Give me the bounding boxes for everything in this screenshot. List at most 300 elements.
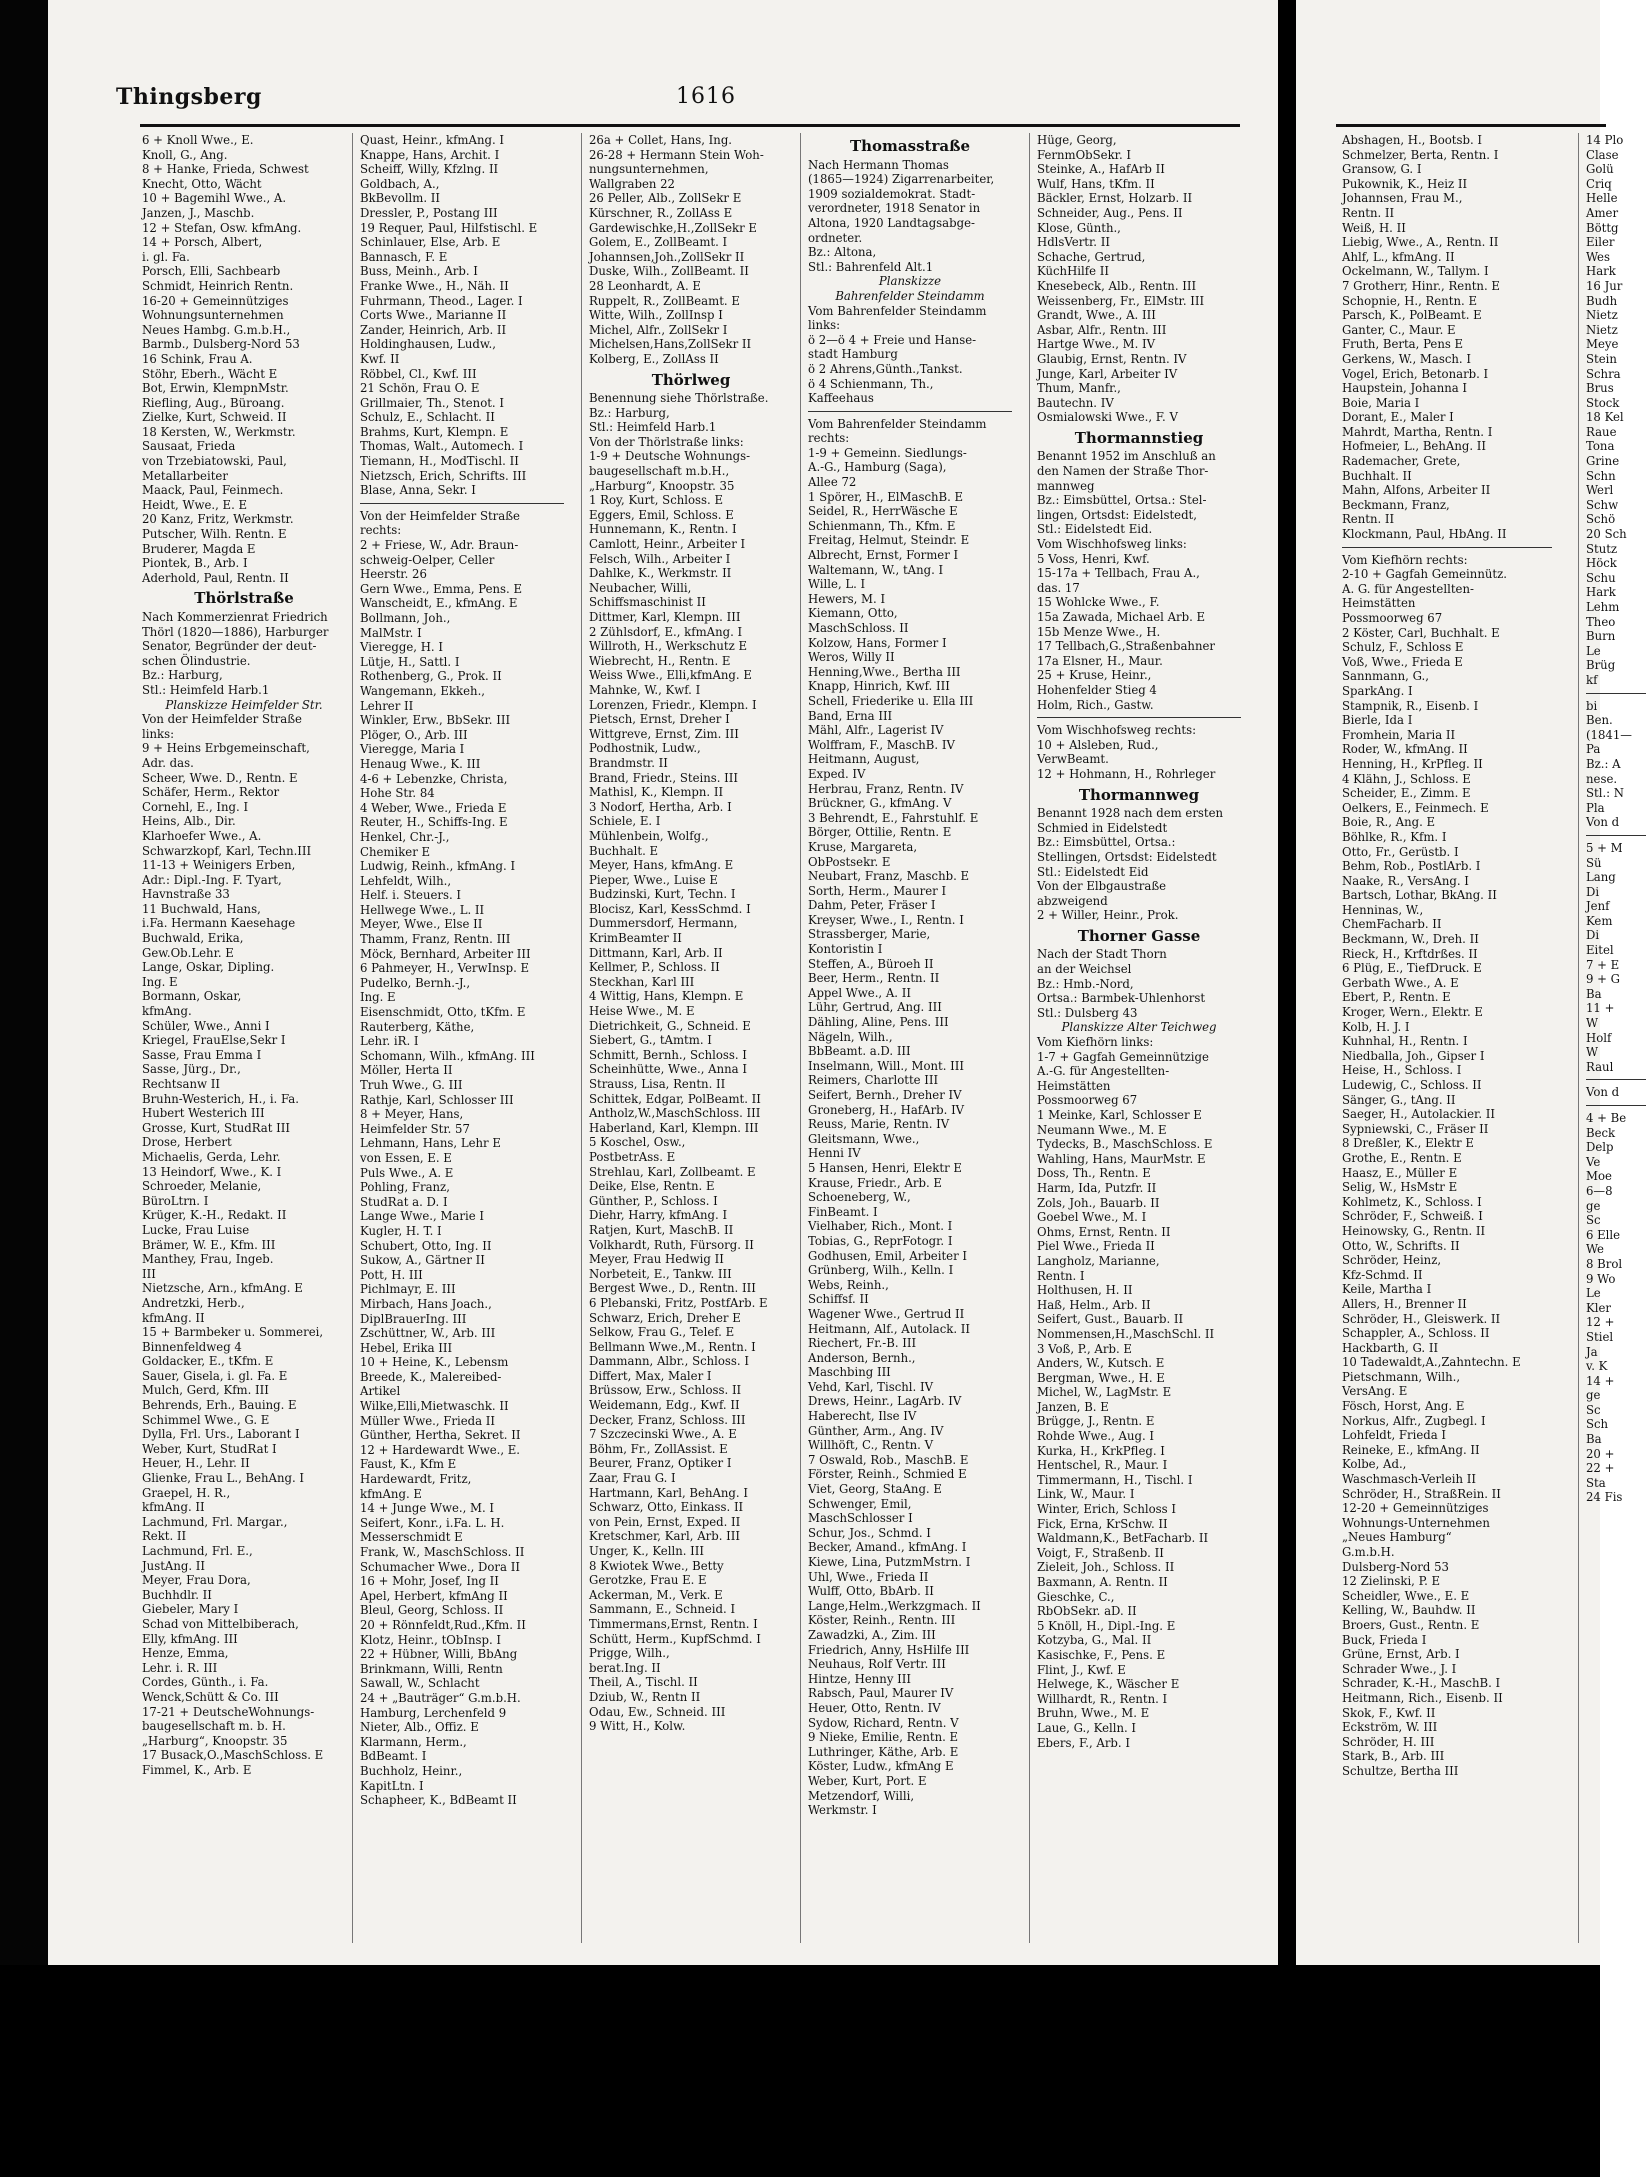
- directory-entry: Sänger, G., tAng. II: [1342, 1092, 1456, 1107]
- directory-entry: ChemFacharb. II: [1342, 917, 1442, 932]
- directory-entry: Puls Wwe., A. E: [360, 1165, 454, 1180]
- directory-entry: Uhl, Wwe., Frieda II: [808, 1569, 929, 1584]
- section-divider: [808, 411, 1012, 412]
- directory-entry: 10 Tadewaldt,A.,Zahntechn. E: [1342, 1355, 1521, 1370]
- directory-entry: Vom Kiefhörn links:: [1037, 1035, 1154, 1050]
- directory-entry: Bannasch, F. E: [360, 249, 448, 264]
- directory-entry: Winter, Erich, Schloss I: [1037, 1502, 1176, 1517]
- directory-entry: Beurer, Franz, Optiker I: [589, 1456, 732, 1471]
- directory-entry: Kfz-Schmd. II: [1342, 1267, 1423, 1282]
- directory-entry: Pukownik, K., Heiz II: [1342, 176, 1468, 191]
- directory-entry: Waldmann,K., BetFacharb. II: [1037, 1531, 1209, 1546]
- directory-entry: Knesebeck, Alb., Rentn. III: [1037, 278, 1197, 293]
- directory-entry: Meyer, Frau Hedwig II: [589, 1252, 724, 1267]
- directory-entry: Ortsa.: Barmbek-Uhlenhorst: [1037, 991, 1206, 1006]
- directory-entry: 12 Zielinski, P. E: [1342, 1574, 1441, 1589]
- directory-entry: Wanscheidt, E., kfmAng. E: [360, 596, 518, 611]
- directory-entry: Knapp, Hinrich, Kwf. III: [808, 679, 950, 694]
- directory-entry: Wolffram, F., MaschB. IV: [808, 737, 955, 752]
- directory-entry: Willhöft, C., Rentn. V: [808, 1438, 934, 1453]
- directory-entry: rechts:: [360, 523, 402, 538]
- directory-entry: Wohnungs-Unternehmen: [1342, 1515, 1490, 1530]
- directory-entry: Altona, 1920 Landtagsabge-: [808, 215, 975, 230]
- right-header-rule: [1336, 124, 1606, 127]
- directory-entry: Ockelmann, W., Tallym. I: [1342, 264, 1489, 279]
- directory-entry: 4 + Be: [1586, 1111, 1627, 1125]
- directory-entry: W: [1586, 1045, 1599, 1060]
- directory-entry: Heitmann, August,: [808, 752, 920, 767]
- directory-entry: Nach Hermann Thomas: [808, 157, 949, 172]
- directory-entry: nese.: [1586, 771, 1618, 786]
- directory-entry: Schiele, E. I: [589, 814, 661, 829]
- directory-entry: 18 Kel: [1586, 410, 1624, 425]
- directory-entry: Lohfeldt, Frieda I: [1342, 1428, 1447, 1443]
- directory-entry: Friedrich, Anny, HsHilfe III: [808, 1642, 970, 1657]
- directory-entry: 25 + Kruse, Heinr.,: [1037, 668, 1152, 683]
- directory-entry: Helwege, K., Wäscher E: [1037, 1677, 1180, 1692]
- directory-entry: BdBeamt. I: [360, 1749, 427, 1764]
- directory-entry: Klose, Günth.,: [1037, 220, 1121, 235]
- directory-entry: 17 Tellbach,G.,Straßenbahner: [1037, 639, 1215, 654]
- directory-entry: Ludewig, C., Schloss. II: [1342, 1078, 1482, 1092]
- directory-entry: Bollmann, Joh.,: [360, 611, 451, 625]
- directory-entry: stadt Hamburg: [808, 347, 898, 362]
- directory-entry: Michel, Alfr., ZollSekr I: [589, 322, 728, 337]
- directory-entry: RbObSekr. aD. II: [1037, 1604, 1137, 1619]
- directory-entry: 26a + Collet, Hans, Ing.: [589, 133, 733, 147]
- directory-entry: Ebers, F., Arb. I: [1037, 1735, 1130, 1750]
- directory-entry: Wohnungsunternehmen: [142, 308, 284, 323]
- directory-entry: 2-10 + Gagfah Gemeinnütz.: [1342, 567, 1507, 582]
- directory-entry: Flint, J., Kwf. E: [1037, 1662, 1126, 1677]
- column-divider: [800, 133, 801, 1943]
- directory-entry: Maschbing III: [808, 1365, 891, 1380]
- directory-entry: Ve: [1586, 1154, 1601, 1169]
- directory-entry: Felsch, Wilh., Arbeiter I: [589, 551, 731, 566]
- directory-entry: Wallgraben 22: [589, 176, 675, 191]
- directory-entry: Pa: [1586, 742, 1601, 757]
- directory-entry: kfmAng. E: [360, 1486, 422, 1501]
- directory-entry: Schrader, K.-H., MaschB. I: [1342, 1676, 1501, 1691]
- directory-entry: Hebel, Erika III: [360, 1340, 453, 1355]
- directory-entry: Zaar, Frau G. I: [589, 1471, 676, 1486]
- directory-entry: 8 + Hanke, Frieda, Schwest: [142, 162, 309, 177]
- directory-entry: Hackbarth, G. II: [1342, 1340, 1439, 1355]
- directory-entry: Bellmann Wwe.,M., Rentn. I: [589, 1339, 756, 1354]
- directory-entry: Schittek, Edgar, PolBeamt. II: [589, 1091, 761, 1106]
- directory-entry: 8 + Meyer, Hans,: [360, 1107, 464, 1122]
- directory-column-6: [1342, 133, 1552, 1779]
- directory-entry: Eisenschmidt, Otto, tKfm. E: [360, 1005, 526, 1020]
- directory-entry: Günther, Hertha, Sekret. II: [360, 1428, 521, 1443]
- directory-entry: Boie, R., Ang. E: [1342, 815, 1436, 830]
- directory-entry: Pott, H. III: [360, 1267, 423, 1282]
- directory-entry: (1865—1924) Zigarrenarbeiter,: [808, 172, 995, 187]
- directory-entry: Bz.: Hmb.-Nord,: [1037, 976, 1134, 991]
- directory-entry: Gerkens, W., Masch. I: [1342, 351, 1471, 366]
- directory-entry: 5 Hansen, Henri, Elektr E: [808, 1160, 962, 1175]
- directory-entry: 15a Zawada, Michael Arb. E: [1037, 610, 1206, 624]
- directory-entry: Sasse, Frau Emma I: [142, 1047, 262, 1062]
- directory-entry: Ratjen, Kurt, MaschB. II: [589, 1222, 734, 1237]
- street-map-reference: Planskizze Alter Teichweg: [1061, 1020, 1217, 1035]
- directory-entry: Scheinhütte, Wwe., Anna I: [589, 1062, 747, 1077]
- directory-entry: Schw: [1586, 497, 1619, 512]
- directory-entry: Weissenberg, Fr., ElMstr. III: [1037, 293, 1205, 308]
- directory-entry: Schumacher Wwe., Dora II: [360, 1559, 520, 1574]
- directory-entry: BbBeamt. a.D. III: [808, 1044, 911, 1059]
- directory-entry: 10 + Heine, K., Lebensm: [360, 1355, 509, 1370]
- directory-entry: Michelsen,Hans,ZollSekr II: [589, 337, 752, 352]
- directory-entry: Odau, Ew., Schneid. III: [589, 1704, 726, 1719]
- directory-entry: Nach Kommerzienrat Friedrich: [142, 610, 328, 624]
- directory-entry: 5 + M: [1586, 840, 1623, 855]
- directory-entry: Schmitt, Bernh., Schloss. I: [589, 1047, 747, 1062]
- directory-entry: rechts:: [808, 431, 850, 446]
- directory-entry: 6—8: [1586, 1183, 1613, 1198]
- directory-entry: Volkhardt, Ruth, Fürsorg. II: [589, 1237, 754, 1252]
- directory-entry: Goldbach, A.,: [360, 176, 440, 191]
- street-heading: Thorner Gasse: [1077, 926, 1201, 945]
- directory-entry: Kretschmer, Karl, Arb. III: [589, 1529, 740, 1544]
- directory-entry: Michel, W., LagMstr. E: [1037, 1385, 1172, 1400]
- directory-entry: Delp: [1586, 1140, 1614, 1155]
- directory-entry: Meyer, Wwe., Else II: [360, 917, 483, 932]
- directory-entry: ObPostsekr. E: [808, 854, 891, 869]
- directory-entry: Golem, E., ZollBeamt. I: [589, 235, 728, 250]
- directory-entry: Moe: [1586, 1169, 1612, 1184]
- directory-entry: DiplBrauerIng. III: [360, 1311, 467, 1326]
- directory-entry: We: [1586, 1242, 1604, 1257]
- directory-entry: Schrader Wwe., J. I: [1342, 1661, 1457, 1676]
- directory-entry: Adr. das.: [142, 755, 194, 770]
- directory-entry: Criq: [1586, 176, 1612, 191]
- directory-entry: Ing. E: [142, 974, 178, 989]
- directory-entry: Gieschke, C.,: [1037, 1589, 1115, 1604]
- running-header-street: Thingsberg: [116, 84, 262, 110]
- directory-entry: 12 + Hardewardt Wwe., E.: [360, 1442, 521, 1457]
- directory-entry: baugesellschaft m. b. H.: [142, 1719, 286, 1734]
- directory-entry: Möck, Bernhard, Arbeiter III: [360, 946, 531, 961]
- directory-entry: Henze, Emma,: [142, 1646, 229, 1661]
- directory-entry: Kiemann, Otto,: [808, 606, 898, 621]
- directory-entry: Klarhoefer Wwe., A.: [142, 828, 262, 843]
- directory-entry: Tobias, G., ReprFotogr. I: [808, 1233, 953, 1248]
- directory-entry: Glaubig, Ernst, Rentn. IV: [1037, 351, 1187, 366]
- directory-entry: Schell, Friederike u. Ella III: [808, 693, 974, 708]
- directory-entry: Winkler, Erw., BbSekr. III: [360, 713, 511, 728]
- directory-entry: Camlott, Heinr., Arbeiter I: [589, 537, 746, 552]
- directory-entry: Sammann, E., Schneid. I: [589, 1602, 736, 1617]
- directory-entry: Breede, K., Malereibed-: [360, 1369, 502, 1384]
- directory-entry: Putscher, Wilh. Rentn. E: [142, 527, 287, 542]
- directory-entry: Sch: [1586, 1417, 1609, 1432]
- directory-entry: Bz.: Eimsbüttel, Ortsa.:: [1037, 835, 1176, 850]
- directory-entry: Voigt, F., Straßenb. II: [1037, 1545, 1164, 1560]
- directory-entry: Röbbel, Cl., Kwf. III: [360, 366, 477, 381]
- directory-entry: FinBeamt. I: [808, 1204, 878, 1219]
- directory-entry: Bäckler, Ernst, Holzarb. II: [1037, 191, 1193, 206]
- directory-entry: Lucke, Frau Luise: [142, 1222, 250, 1237]
- directory-entry: links:: [808, 318, 841, 333]
- directory-entry: FernmObSekr. I: [1037, 147, 1132, 162]
- directory-entry: Bruhn-Westerich, H., i. Fa.: [142, 1091, 299, 1106]
- directory-entry: Rentn. I: [1037, 1268, 1085, 1283]
- directory-entry: Liebig, Wwe., A., Rentn. II: [1342, 235, 1499, 250]
- directory-entry: KüchHilfe II: [1037, 264, 1109, 279]
- directory-entry: Von d: [1586, 1085, 1620, 1100]
- directory-entry: Ba: [1586, 986, 1602, 1001]
- directory-entry: Ludwig, Reinh., kfmAng. I: [360, 859, 516, 874]
- directory-entry: Steffen, A., Büroeh II: [808, 956, 934, 971]
- directory-entry: Stl.: N: [1586, 786, 1625, 801]
- directory-entry: Heise, H., Schloss. I: [1342, 1063, 1462, 1078]
- directory-entry: 26 Peller, Alb., ZollSekr E: [589, 191, 742, 206]
- directory-entry: Siebert, G., tAmtm. I: [589, 1033, 712, 1048]
- directory-entry: 15 + Barmbeker u. Sommerei,: [142, 1325, 324, 1340]
- directory-entry: Kaffeehaus: [808, 391, 874, 406]
- directory-entry: Dummersdorf, Hermann,: [589, 916, 738, 931]
- directory-entry: 2 Zühlsdorf, E., kfmAng. I: [589, 624, 743, 639]
- directory-entry: Kuhnhal, H., Rentn. I: [1342, 1034, 1468, 1049]
- section-divider: [1586, 1105, 1646, 1106]
- directory-entry: Schubert, Otto, Ing. II: [360, 1238, 492, 1253]
- directory-entry: Rieck, H., Krftdrßes. II: [1342, 946, 1478, 961]
- directory-entry: berat.Ing. II: [589, 1660, 661, 1675]
- directory-entry: Viet, Georg, StaAng. E: [808, 1482, 942, 1497]
- directory-entry: Timmermann, H., Tischl. I: [1037, 1472, 1193, 1487]
- directory-entry: Nieter, Alb., Offiz. E: [360, 1720, 479, 1735]
- directory-entry: kfmAng.: [142, 1004, 192, 1019]
- directory-entry: 19 Requer, Paul, Hilfstischl. E: [360, 220, 538, 235]
- directory-entry: Bartsch, Lothar, BkAng. II: [1342, 888, 1497, 903]
- directory-entry: Scheer, Wwe. D., Rentn. E: [142, 770, 298, 785]
- directory-entry: 10 + Bagemihl Wwe., A.: [142, 191, 287, 206]
- directory-entry: Schimmel Wwe., G. E: [142, 1412, 270, 1427]
- directory-entry: Seifert, Konr., i.Fa. L. H.: [360, 1515, 505, 1530]
- directory-entry: Riechert, Fr.-B. III: [808, 1336, 917, 1351]
- directory-entry: Helle: [1586, 191, 1618, 206]
- directory-entry: 17a Elsner, H., Maur.: [1037, 653, 1163, 668]
- directory-entry: Adr.: Dipl.-Ing. F. Tyart,: [142, 872, 282, 887]
- directory-entry: Neubart, Franz, Maschb. E: [808, 869, 970, 884]
- directory-entry: Otto, Fr., Gerüstb. I: [1342, 844, 1459, 859]
- directory-entry: Schu: [1586, 570, 1616, 585]
- directory-entry: 7 Oswald, Rob., MaschB. E: [808, 1452, 969, 1467]
- directory-entry: VersAng. E: [1342, 1384, 1408, 1399]
- directory-entry: Hunnemann, K., Rentn. I: [589, 522, 737, 537]
- directory-entry: Mirbach, Hans Joach.,: [360, 1296, 492, 1311]
- directory-entry: Mähl, Alfr., Lagerist IV: [808, 723, 944, 738]
- directory-entry: Schiffsmaschinist II: [589, 595, 706, 610]
- directory-entry: Groneberg, H., HafArb. IV: [808, 1102, 965, 1117]
- directory-entry: Knoll, G., Ang.: [142, 147, 228, 162]
- directory-entry: Scheiff, Willy, Kfzlng. II: [360, 162, 499, 177]
- directory-entry: Zielke, Kurt, Schweid. II: [142, 410, 287, 425]
- directory-entry: Sannmann, G.,: [1342, 669, 1429, 684]
- directory-entry: Bot, Erwin, KlempnMstr.: [142, 381, 289, 396]
- directory-entry: schen Ölindustrie.: [142, 653, 251, 668]
- directory-entry: Pietschmann, Wilh.,: [1342, 1369, 1461, 1384]
- directory-entry: Beck: [1586, 1125, 1616, 1140]
- directory-entry: bi: [1586, 698, 1598, 713]
- directory-entry: 3 Behrendt, E., Fahrstuhlf. E: [808, 810, 979, 825]
- directory-entry: Doss, Th., Rentn. E: [1037, 1166, 1151, 1181]
- directory-entry: Lütje, H., Sattl. I: [360, 654, 460, 669]
- directory-entry: Raue: [1586, 424, 1617, 439]
- directory-entry: Vielhaber, Rich., Mont. I: [808, 1219, 953, 1234]
- directory-column-5: [1037, 133, 1241, 1750]
- directory-entry: Nietz: [1586, 308, 1618, 323]
- directory-entry: Vehd, Karl, Tischl. IV: [808, 1379, 934, 1394]
- directory-entry: Thomas, Walt., Automech. I: [360, 439, 524, 454]
- directory-entry: Benannt 1928 nach dem ersten: [1037, 806, 1224, 821]
- directory-entry: 20 Sch: [1586, 527, 1627, 542]
- directory-entry: 17 Busack,O.,MaschSchloss. E: [142, 1748, 324, 1763]
- directory-entry: Wulff, Otto, BbArb. II: [808, 1584, 934, 1599]
- directory-entry: Stiel: [1586, 1329, 1614, 1344]
- directory-entry: Heerstr. 26: [360, 567, 427, 582]
- directory-entry: VerwBeamt.: [1037, 752, 1109, 767]
- directory-entry: Neumann Wwe., M. E: [1037, 1122, 1167, 1137]
- directory-entry: Brügge, J., Rentn. E: [1037, 1414, 1155, 1429]
- directory-entry: Nägeln, Wilh.,: [808, 1029, 893, 1044]
- directory-entry: Sausaat, Frieda: [142, 439, 236, 454]
- directory-entry: Kolberg, E., ZollAss II: [589, 351, 719, 366]
- directory-entry: Elly, kfmAng. III: [142, 1631, 238, 1646]
- directory-entry: Webs, Reinh.,: [808, 1277, 889, 1292]
- section-divider: [1342, 547, 1552, 548]
- directory-entry: Kontoristin I: [808, 942, 883, 957]
- directory-entry: Barmb., Dulsberg-Nord 53: [142, 337, 300, 352]
- directory-entry: 21 Schön, Frau O. E: [360, 381, 480, 396]
- directory-entry: Hüge, Georg,: [1037, 133, 1117, 147]
- directory-entry: Frank, W., MaschSchloss. II: [360, 1545, 525, 1559]
- directory-entry: Behm, Rob., PostlArb. I: [1342, 859, 1481, 874]
- directory-entry: 24 + „Bauträger“ G.m.b.H.: [360, 1690, 521, 1705]
- directory-entry: Rentn. II: [1342, 205, 1395, 220]
- directory-entry: Schwarz, Otto, Einkass. II: [589, 1500, 744, 1515]
- directory-entry: Grosse, Kurt, StudRat III: [142, 1120, 291, 1135]
- directory-entry: Heinowsky, G., Rentn. II: [1342, 1223, 1486, 1238]
- directory-entry: 13 Heindorf, Wwe., K. I: [142, 1164, 282, 1179]
- directory-entry: Müller Wwe., Frieda II: [360, 1413, 496, 1428]
- directory-entry: Klotz, Heinr., tObInsp. I: [360, 1632, 502, 1647]
- directory-column-2: [360, 133, 564, 1808]
- directory-entry: Sasse, Jürg., Dr.,: [142, 1062, 241, 1077]
- directory-entry: 9 Nieke, Emilie, Rentn. E: [808, 1730, 959, 1745]
- directory-entry: Drose, Herbert: [142, 1135, 232, 1150]
- directory-entry: Schinlauer, Else, Arb. E: [360, 235, 501, 250]
- directory-entry: Michaelis, Gerda, Lehr.: [142, 1149, 281, 1164]
- directory-entry: Reineke, E., kfmAng. II: [1342, 1442, 1480, 1457]
- directory-entry: Becker, Amand., kfmAng. I: [808, 1540, 967, 1555]
- directory-entry: A.-G., Hamburg (Saga),: [808, 460, 947, 475]
- directory-entry: Burn: [1586, 629, 1616, 644]
- directory-entry: Gern Wwe., Emma, Pens. E: [360, 581, 522, 596]
- directory-entry: Grüne, Ernst, Arb. I: [1342, 1647, 1460, 1662]
- directory-entry: Kriegel, FrauElse,Sekr I: [142, 1033, 286, 1048]
- street-heading: Thörlstraße: [194, 589, 294, 608]
- directory-entry: Knappe, Hans, Archit. I: [360, 147, 500, 162]
- directory-entry: Messerschmidt E: [360, 1530, 463, 1545]
- directory-entry: Schra: [1586, 366, 1621, 381]
- directory-entry: 1909 sozialdemokrat. Stadt-: [808, 186, 976, 201]
- directory-entry: Apel, Herbert, kfmAng II: [360, 1588, 508, 1603]
- directory-entry: Schröder, H., Gleiswerk. II: [1342, 1311, 1501, 1326]
- directory-entry: das. 17: [1037, 580, 1080, 595]
- directory-entry: baugesellschaft m.b.H.,: [589, 464, 730, 479]
- directory-entry: Pla: [1586, 800, 1605, 815]
- directory-entry: Hartmann, Karl, BehAng. I: [589, 1485, 748, 1500]
- street-heading: Thomasstraße: [849, 137, 971, 155]
- directory-column-7-partial: [1586, 133, 1646, 1505]
- directory-entry: Hentschel, R., Maur. I: [1037, 1458, 1168, 1473]
- directory-entry: Hofmeier, L., BehAng. II: [1342, 439, 1486, 454]
- directory-entry: Wes: [1586, 249, 1610, 264]
- directory-entry: 5 Koschel, Osw.,: [589, 1135, 686, 1150]
- directory-entry: Goldacker, E., tKfm. E: [142, 1354, 274, 1369]
- directory-entry: 6 Elle: [1586, 1227, 1621, 1242]
- directory-entry: Fick, Erna, KrSchw. II: [1037, 1516, 1168, 1531]
- directory-entry: Drews, Heinr., LagArb. IV: [808, 1394, 962, 1409]
- directory-entry: Stl.: Eidelstedt Eid.: [1037, 522, 1153, 537]
- directory-entry: Graepel, H. R.,: [142, 1485, 231, 1500]
- directory-entry: Schüler, Wwe., Anni I: [142, 1018, 270, 1033]
- directory-entry: Mahrdt, Martha, Rentn. I: [1342, 424, 1493, 439]
- directory-entry: Günther, P., Schloss. I: [589, 1193, 718, 1208]
- directory-entry: 11 +: [1586, 1001, 1615, 1016]
- directory-entry: Andretzki, Herb.,: [142, 1295, 245, 1310]
- directory-entry: Pichlmayr, E. III: [360, 1282, 456, 1297]
- directory-entry: den Namen der Straße Thor-: [1037, 464, 1209, 479]
- directory-entry: Krause, Friedr., Arb. E: [808, 1175, 942, 1190]
- directory-entry: Parsch, K., PolBeamt. E: [1342, 308, 1482, 323]
- directory-entry: Sydow, Richard, Rentn. V: [808, 1715, 959, 1730]
- directory-entry: G.m.b.H.: [1342, 1545, 1395, 1559]
- directory-entry: Rauterberg, Käthe,: [360, 1019, 475, 1034]
- directory-entry: Heimfelder Str. 57: [360, 1121, 470, 1136]
- directory-column-4: [808, 133, 1012, 1818]
- directory-entry: 16 Jur: [1586, 278, 1623, 293]
- directory-entry: Bruhn, Wwe., M. E: [1037, 1706, 1150, 1721]
- directory-entry: Schwenger, Emil,: [808, 1496, 912, 1511]
- directory-entry: Schmied in Eidelstedt: [1037, 820, 1168, 835]
- directory-entry: Weiss Wwe., Elli,kfmAng. E: [589, 668, 752, 683]
- section-divider: [1586, 693, 1646, 694]
- directory-entry: Skok, F., Kwf. II: [1342, 1705, 1436, 1720]
- directory-entry: Neues Hambg. G.m.b.H.,: [142, 322, 291, 337]
- directory-entry: Ahlf, L., kfmAng. II: [1342, 249, 1455, 264]
- directory-entry: i.Fa. Hermann Kaesehage: [142, 916, 296, 931]
- directory-entry: Schultze, Bertha III: [1342, 1763, 1459, 1778]
- directory-entry: Roder, W., kfmAng. II: [1342, 742, 1468, 757]
- directory-entry: Buchwald, Erika,: [142, 931, 244, 946]
- directory-entry: Dahm, Peter, Fräser I: [808, 898, 936, 913]
- directory-entry: Lühr, Gertrud, Ang. III: [808, 1000, 942, 1015]
- directory-entry: Vom Wischhofsweg links:: [1037, 537, 1187, 552]
- directory-entry: Dittmer, Karl, Klempn. III: [589, 610, 741, 624]
- directory-entry: 14 + Porsch, Albert,: [142, 235, 263, 250]
- directory-entry: Holdinghausen, Ludw.,: [360, 337, 496, 352]
- directory-entry: Vom Bahrenfelder Steindamm: [808, 416, 987, 431]
- directory-entry: Bz.: Harburg,: [589, 405, 670, 420]
- directory-entry: HdlsVertr. II: [1037, 235, 1110, 250]
- directory-entry: Schröder, Heinz,: [1342, 1253, 1442, 1268]
- directory-entry: Heuer, Otto, Rentn. IV: [808, 1700, 941, 1715]
- directory-entry: Kiewe, Lina, PutzmMstrn. I: [808, 1555, 971, 1569]
- directory-entry: Bz.: Altona,: [808, 245, 877, 260]
